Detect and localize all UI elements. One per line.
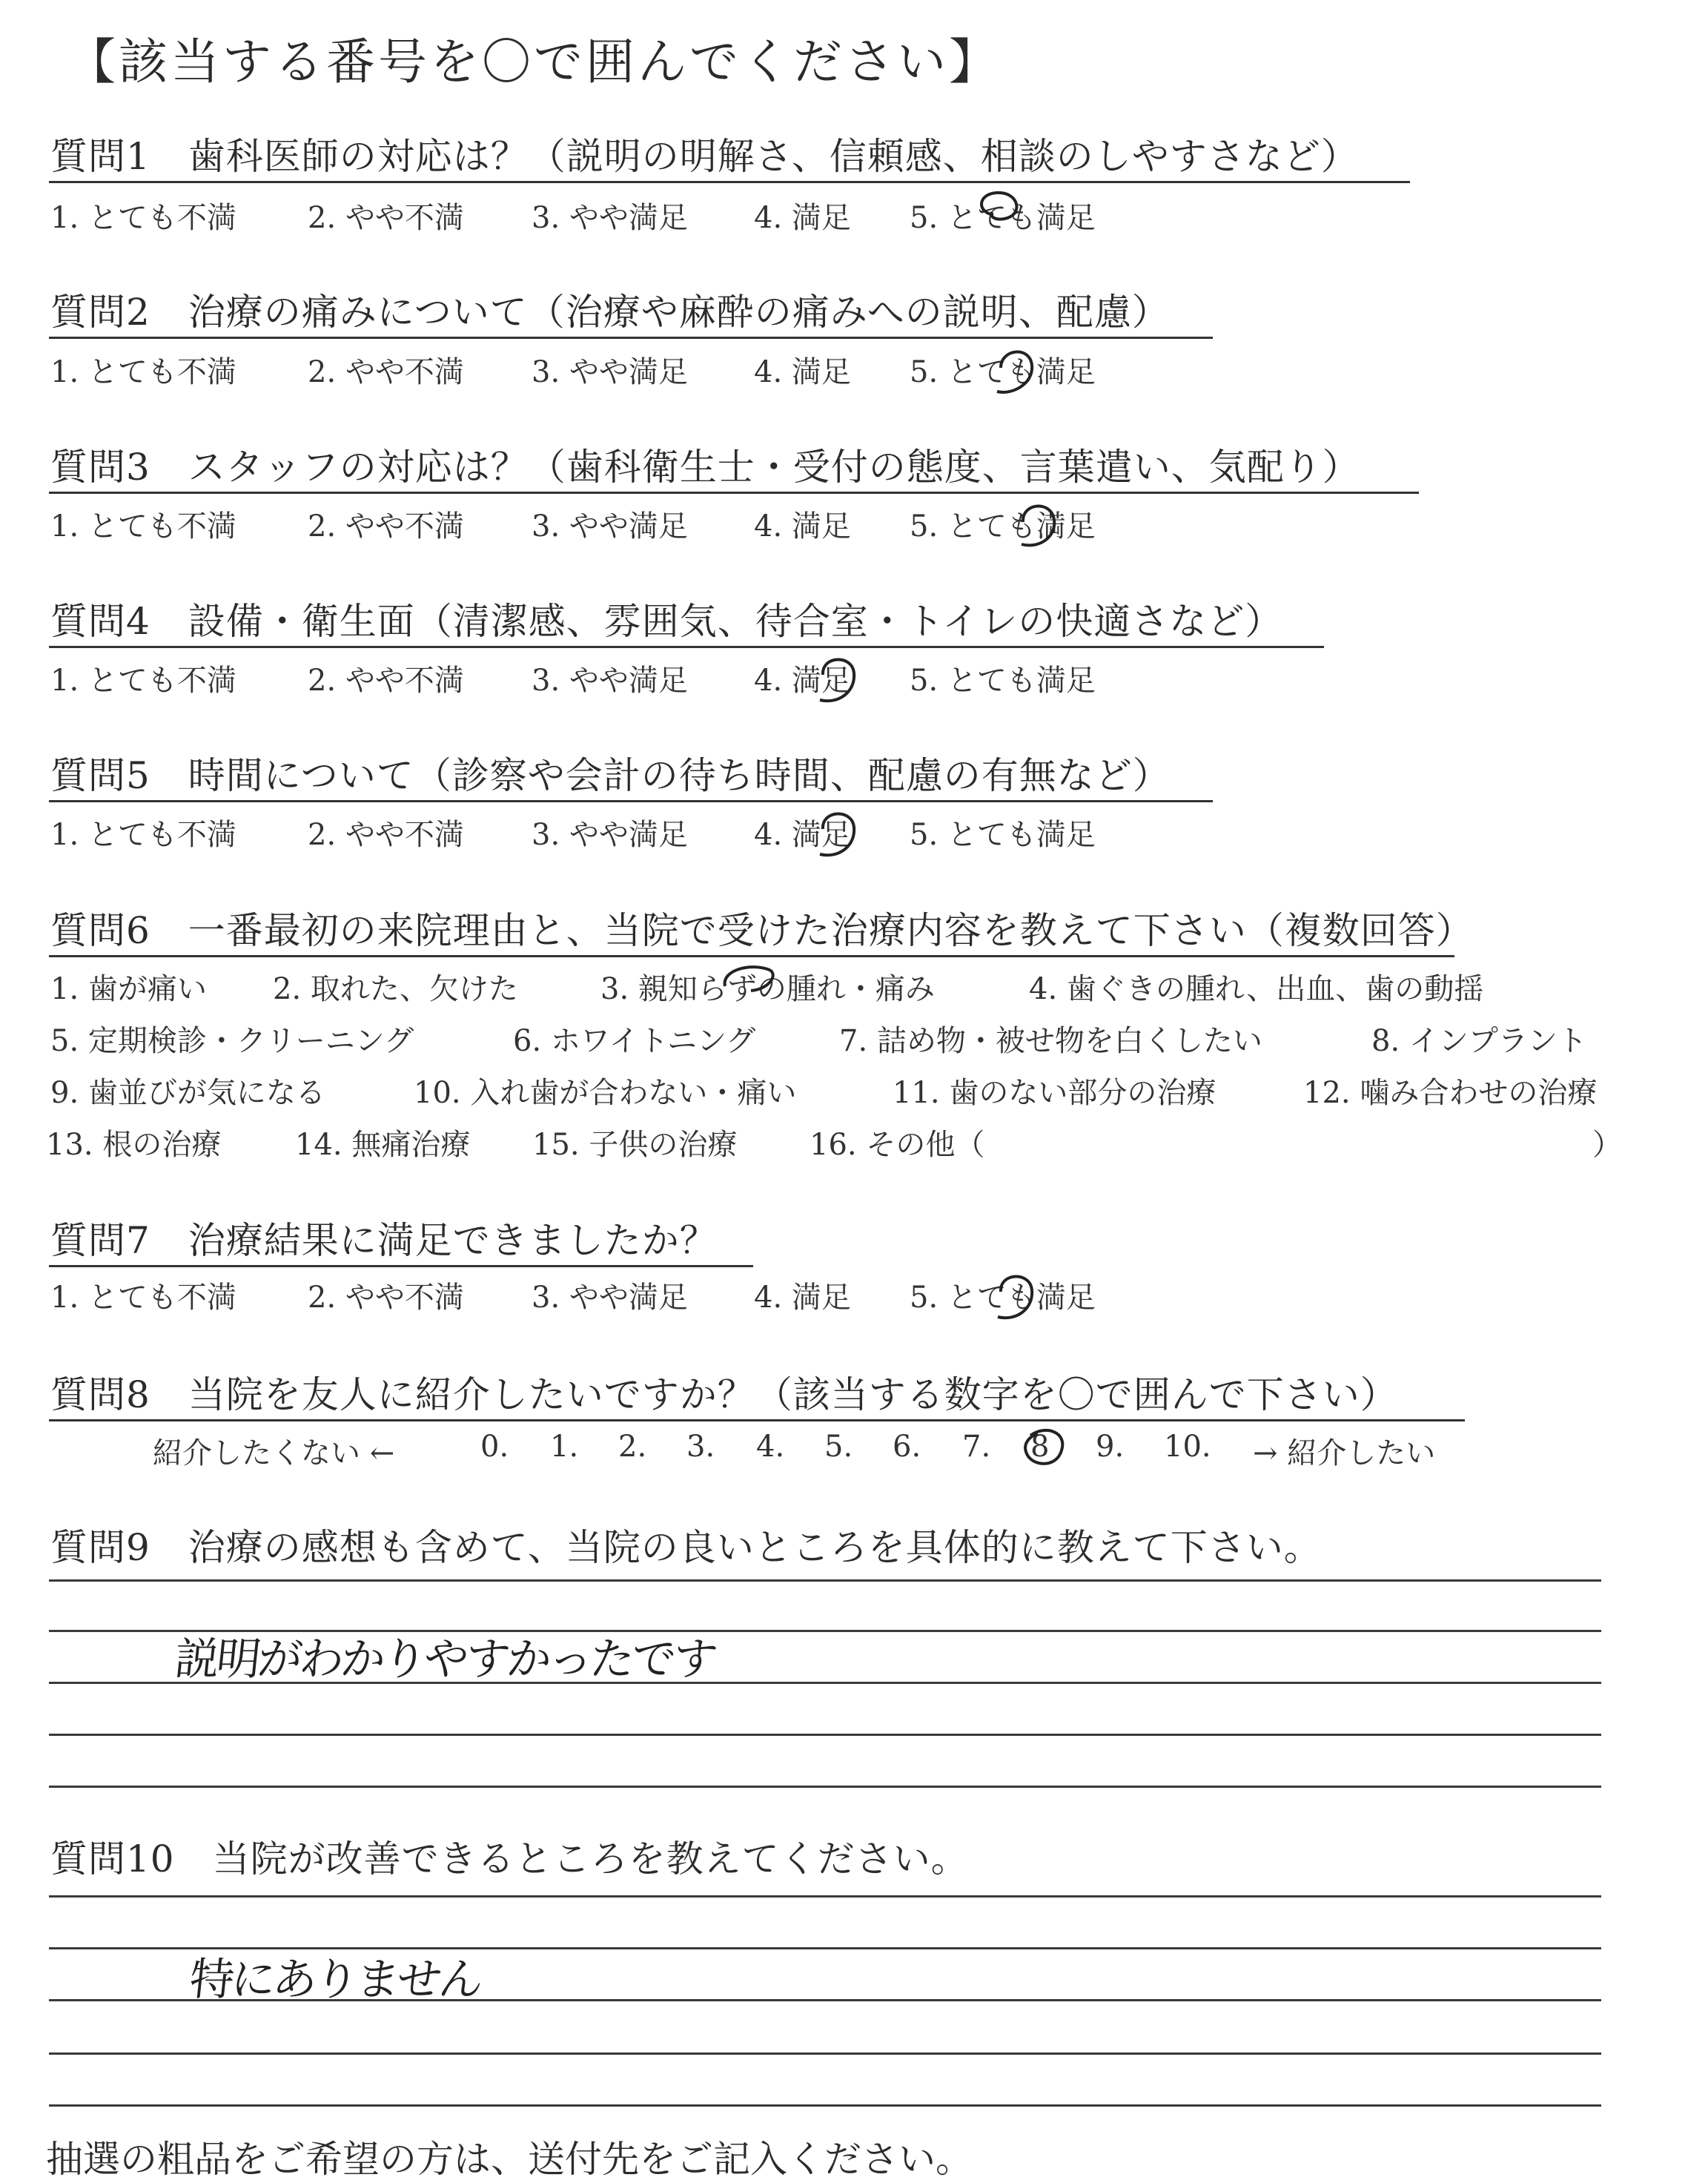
q2-option-1[interactable]: 1. とても不満 — [50, 355, 236, 389]
question-6-title: 質問6 一番最初の来院理由と、当院で受けた治療内容を教えて下さい（複数回答） — [50, 909, 1474, 952]
q8-scale-9[interactable]: 9. — [1096, 1430, 1125, 1464]
q5-option-4[interactable]: 4. 満足 — [754, 818, 851, 852]
q3-option-4[interactable]: 4. 満足 — [754, 509, 851, 544]
question-1-underline — [49, 181, 1410, 183]
q6-option-14[interactable]: 14. 無痛治療 — [295, 1128, 471, 1162]
q5-selection-circle-mark — [801, 802, 867, 869]
question-5-underline — [49, 800, 1213, 802]
q10-writing-line-5 — [49, 2104, 1601, 2107]
q6-option-7[interactable]: 7. 詰め物・被せ物を白くしたい — [839, 1024, 1262, 1058]
q7-option-1[interactable]: 1. とても不満 — [50, 1281, 236, 1315]
q8-left-label: 紹介したくない ← — [153, 1436, 395, 1470]
question-3-underline — [49, 492, 1419, 494]
q1-option-2[interactable]: 2. やや不満 — [308, 201, 464, 235]
q7-selection-circle-mark — [979, 1265, 1045, 1332]
q4-option-4[interactable]: 4. 満足 — [754, 664, 851, 698]
q3-option-5[interactable]: 5. とても満足 — [910, 509, 1096, 544]
svg-text:説明がわかりやすかったです: 説明がわかりやすかったです — [172, 1634, 718, 1685]
q6-option-16[interactable]: 16. その他（ — [810, 1128, 985, 1162]
q4-option-5[interactable]: 5. とても満足 — [910, 664, 1096, 698]
question-7-underline — [49, 1265, 753, 1267]
q7-option-2[interactable]: 2. やや不満 — [308, 1281, 464, 1315]
q6-option-12[interactable]: 12. 噛み合わせの治療 — [1303, 1076, 1598, 1110]
q5-option-1[interactable]: 1. とても不満 — [50, 818, 236, 852]
footer-note: 抽選の粗品をご希望の方は、送付先をご記入ください。 — [46, 2138, 973, 2181]
q5-option-5[interactable]: 5. とても満足 — [910, 818, 1096, 852]
q10-writing-line-2 — [49, 1947, 1601, 1949]
q8-right-label: → 紹介したい — [1253, 1436, 1436, 1470]
q8-scale-5[interactable]: 5. — [824, 1430, 853, 1464]
question-4-underline — [49, 646, 1324, 648]
q3-selection-circle-mark — [1001, 494, 1068, 561]
q3-option-1[interactable]: 1. とても不満 — [50, 509, 236, 544]
svg-text:特にありません: 特にありません — [187, 1954, 483, 2006]
q10-writing-line-4 — [49, 2052, 1601, 2055]
q8-scale-1[interactable]: 1. — [550, 1430, 579, 1464]
q2-selection-circle-mark — [979, 340, 1045, 406]
question-3-title: 質問3 スタッフの対応は？（歯科衛生士・受付の態度、言葉遣い、気配り） — [50, 446, 1360, 489]
q7-option-4[interactable]: 4. 満足 — [754, 1281, 851, 1315]
question-7-title: 質問7 治療結果に満足できましたか？ — [50, 1219, 718, 1262]
q4-option-3[interactable]: 3. やや満足 — [532, 664, 688, 698]
question-10-title: 質問10 当院が改善できるところを教えてください。 — [50, 1837, 969, 1880]
q8-scale-10[interactable]: 10. — [1164, 1430, 1211, 1464]
q8-scale-2[interactable]: 2. — [618, 1430, 647, 1464]
q4-selection-circle-mark — [801, 648, 867, 715]
q4-option-1[interactable]: 1. とても不満 — [50, 664, 236, 698]
q8-scale-8[interactable]: 8 — [1030, 1430, 1050, 1464]
q6-option-3[interactable]: 3. 親知らずの腫れ・痛み — [600, 972, 935, 1006]
question-9-title: 質問9 治療の感想も含めて、当院の良いところを具体的に教えて下さい。 — [50, 1526, 1322, 1569]
q1-option-5[interactable]: 5. とても満足 — [910, 201, 1096, 235]
q10-writing-line-1 — [49, 1895, 1601, 1898]
q5-option-3[interactable]: 3. やや満足 — [532, 818, 688, 852]
q9-writing-line-5 — [49, 1786, 1601, 1788]
q6-option-13[interactable]: 13. 根の治療 — [46, 1128, 222, 1162]
q2-option-5[interactable]: 5. とても満足 — [910, 355, 1096, 389]
q2-option-4[interactable]: 4. 満足 — [754, 355, 851, 389]
q6-option-1[interactable]: 1. 歯が痛い — [50, 972, 207, 1006]
q6-option-15[interactable]: 15. 子供の治療 — [532, 1128, 738, 1162]
q8-selection-circle-mark — [1016, 1421, 1075, 1480]
question-8-title: 質問8 当院を友人に紹介したいですか？（該当する数字を〇で囲んで下さい） — [50, 1373, 1398, 1416]
page-heading: 【該当する番号を〇で囲んでください】 — [67, 33, 1001, 90]
q6-selection-circle-mark — [710, 957, 784, 1008]
q2-option-3[interactable]: 3. やや満足 — [532, 355, 688, 389]
q1-option-3[interactable]: 3. やや満足 — [532, 201, 688, 235]
q10-handwritten-answer[interactable] — [187, 1952, 608, 2011]
q9-writing-line-1 — [49, 1579, 1601, 1582]
q6-option-10[interactable]: 10. 入れ歯が合わない・痛い — [414, 1076, 797, 1110]
q8-scale-4[interactable]: 4. — [756, 1430, 785, 1464]
q8-scale-6[interactable]: 6. — [893, 1430, 921, 1464]
q6-option-4[interactable]: 4. 歯ぐきの腫れ、出血、歯の動揺 — [1029, 972, 1484, 1006]
question-5-title: 質問5 時間について（診察や会計の待ち時間、配慮の有無など） — [50, 754, 1171, 797]
question-2-underline — [49, 337, 1213, 339]
q4-option-2[interactable]: 2. やや不満 — [308, 664, 464, 698]
q1-option-4[interactable]: 4. 満足 — [754, 201, 851, 235]
q6-option-5[interactable]: 5. 定期検診・クリーニング — [50, 1024, 414, 1058]
q8-scale-7[interactable]: 7. — [962, 1430, 991, 1464]
q6-option-9[interactable]: 9. 歯並びが気になる — [50, 1076, 325, 1110]
q9-handwritten-answer[interactable] — [172, 1631, 771, 1691]
q8-scale-3[interactable]: 3. — [686, 1430, 715, 1464]
q6-option-2[interactable]: 2. 取れた、欠けた — [273, 972, 518, 1006]
question-4-title: 質問4 設備・衛生面（清潔感、雰囲気、待合室・トイレの快適さなど） — [50, 600, 1283, 643]
q6-option-8[interactable]: 8. インプラント — [1371, 1024, 1587, 1058]
q9-writing-line-4 — [49, 1734, 1601, 1736]
q6-option-11[interactable]: 11. 歯のない部分の治療 — [893, 1076, 1217, 1110]
q3-option-3[interactable]: 3. やや満足 — [532, 509, 688, 544]
q1-option-1[interactable]: 1. とても不満 — [50, 201, 236, 235]
q7-option-3[interactable]: 3. やや満足 — [532, 1281, 688, 1315]
question-1-title: 質問1 歯科医師の対応は？（説明の明解さ、信頼感、相談のしやすさなど） — [50, 135, 1359, 178]
q6-other-close-paren: ） — [1592, 1128, 1622, 1162]
q3-option-2[interactable]: 2. やや不満 — [308, 509, 464, 544]
q1-selection-circle-mark — [964, 185, 1030, 245]
question-8-underline — [49, 1419, 1465, 1421]
q6-option-6[interactable]: 6. ホワイトニング — [513, 1024, 756, 1058]
question-2-title: 質問2 治療の痛みについて（治療や麻酔の痛みへの説明、配慮） — [50, 291, 1170, 334]
q7-option-5[interactable]: 5. とても満足 — [910, 1281, 1096, 1315]
q2-option-2[interactable]: 2. やや不満 — [308, 355, 464, 389]
q8-scale-0[interactable]: 0. — [480, 1430, 509, 1464]
q5-option-2[interactable]: 2. やや不満 — [308, 818, 464, 852]
